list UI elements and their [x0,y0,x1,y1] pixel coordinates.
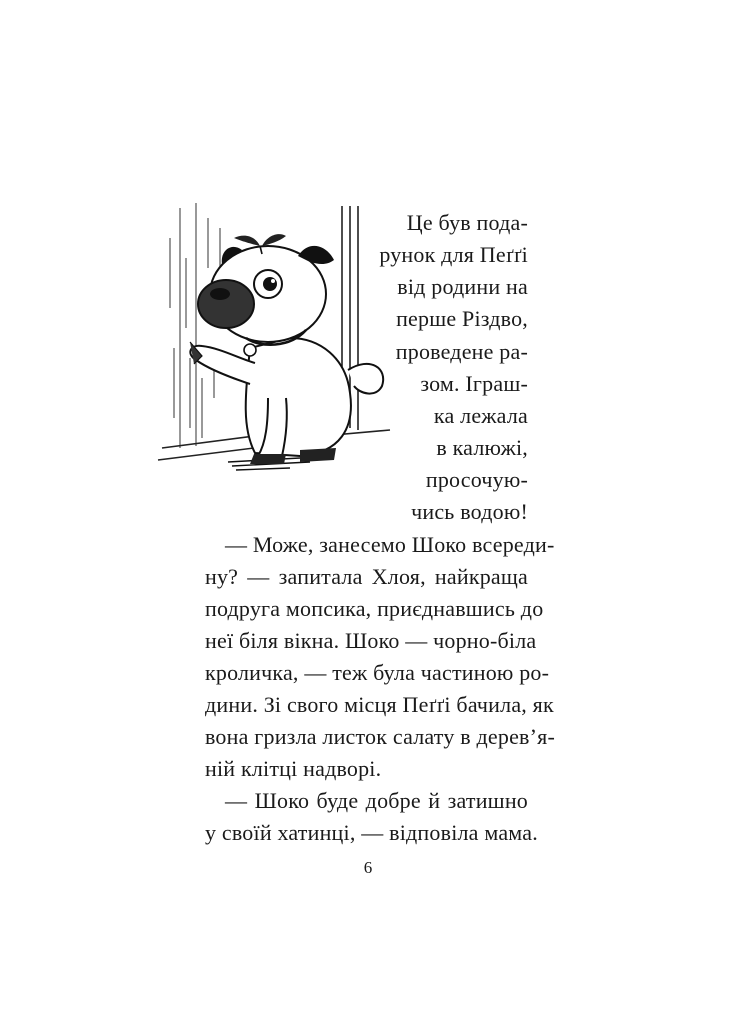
text-line: рунок для Пеґґі [379,242,528,267]
text-line: ка лежала [433,403,528,428]
pug-muzzle [198,280,254,328]
collar-tag [244,344,256,356]
text-line: дини. Зі свого місця Пеґґі бачила, як [205,692,554,717]
text-line: проведене ра- [395,339,528,364]
text-line: чись водою! [411,499,528,524]
text-line: вона гризла листок салату в дерев’я- [205,724,555,749]
text-line: — Може, занесемо Шоко всереди- [225,532,555,557]
text-line: в калюжі, [436,435,528,460]
text-line: просочую- [425,467,528,492]
page-number: 6 [363,858,373,877]
text-line: подруга мопсика, приєднавшись до [205,596,544,621]
text-line: перше Різдво, [396,306,528,331]
pug-body [246,338,351,456]
text-line: від родини на [397,274,528,299]
text-line: ній клітці надворі. [205,756,382,781]
text-line: ну? — запитала Хлоя, найкраща [205,564,528,589]
text-line: Це був пода- [406,210,528,235]
text-line: зом. Іграш- [420,371,528,396]
pug-tail [348,364,383,394]
text-line: кроличка, — теж була частиною ро- [205,660,550,685]
text-line: у своїй хатинці, — відповіла мама. [205,820,538,845]
text-line: неї біля вікна. Шоко — чорно-біла [205,628,537,653]
pug-sprout [234,236,260,246]
text-line: — Шоко буде добре й затишно [225,788,528,813]
pug-illustration [150,198,410,476]
